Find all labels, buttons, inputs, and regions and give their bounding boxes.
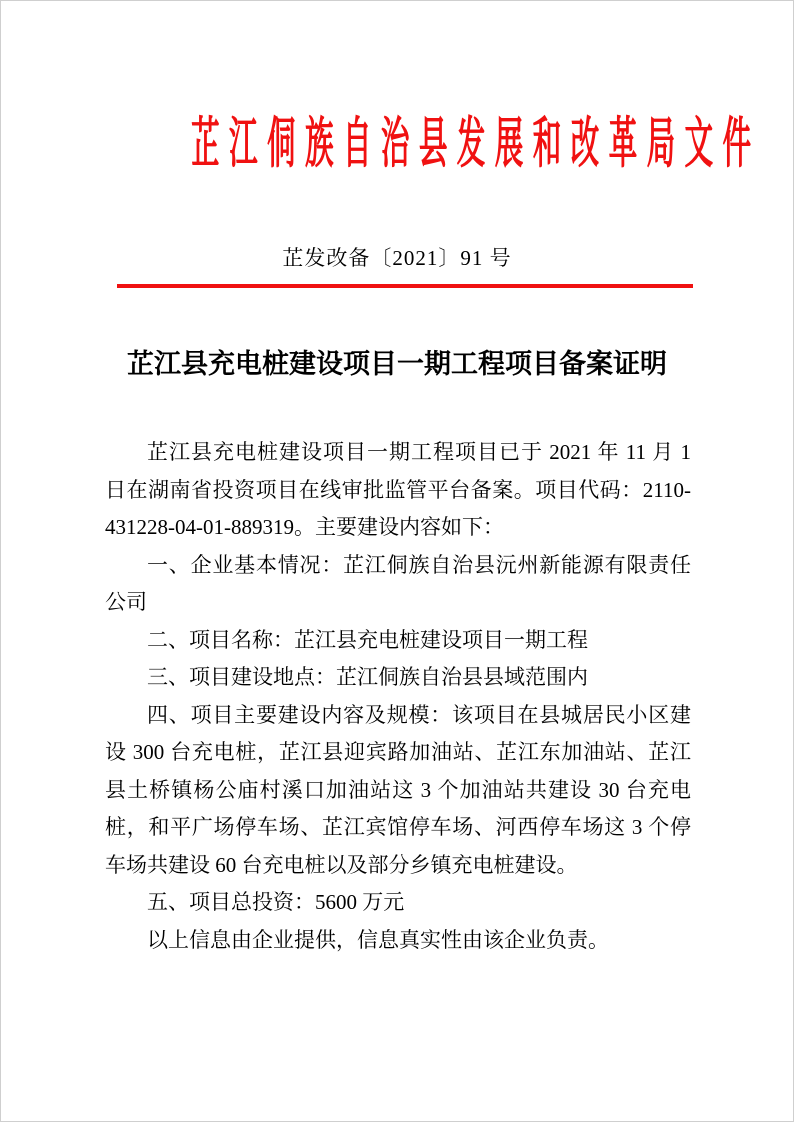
letterhead-title: 芷江侗族自治县发展和改革局文件 xyxy=(191,113,761,174)
doc-number: 芷发改备〔2021〕91 号 xyxy=(282,246,512,270)
paragraph-disclaimer: 以上信息由企业提供，信息真实性由该企业负责。 xyxy=(147,927,609,952)
paragraph-item-3-location: 三、项目建设地点：芷江侗族自治县县域范围内 xyxy=(147,665,588,689)
paragraph-item-2-project-name: 二、项目名称：芷江县充电桩建设项目一期工程 xyxy=(147,627,588,652)
red-divider-line xyxy=(117,284,693,288)
document-title: 芷江县充电桩建设项目一期工程项目备案证明 xyxy=(127,349,667,379)
document-body xyxy=(105,434,691,959)
paragraph-item-1-enterprise: 一、企业基本情况：芷江侗族自治县沅州新能源有限责任公司 xyxy=(105,552,691,614)
paragraph-intro: 芷江县充电桩建设项目一期工程项目已于 2021 年 11 月 1 日在湖南省投资项目在线审批监管平台备案。项目代码：2110-431228-04-01-889319。主要建设内容如下： xyxy=(105,440,691,539)
paragraph-item-5-investment: 五、项目总投资：5600 万元 xyxy=(147,890,405,914)
paragraph-item-4-scope: 四、项目主要建设内容及规模：该项目在县城居民小区建设 300 台充电桩，芷江县迎宾路加油站、芷江东加油站、芷江县土桥镇杨公庙村溪口加油站这 3 个加油站共建设 30 台充电桩，和平广场停车场、芷江宾馆停车场、河西停车场这 3 个停车场共建设 60 台充电桩以及部分乡镇充电桩建设。 xyxy=(105,702,691,877)
